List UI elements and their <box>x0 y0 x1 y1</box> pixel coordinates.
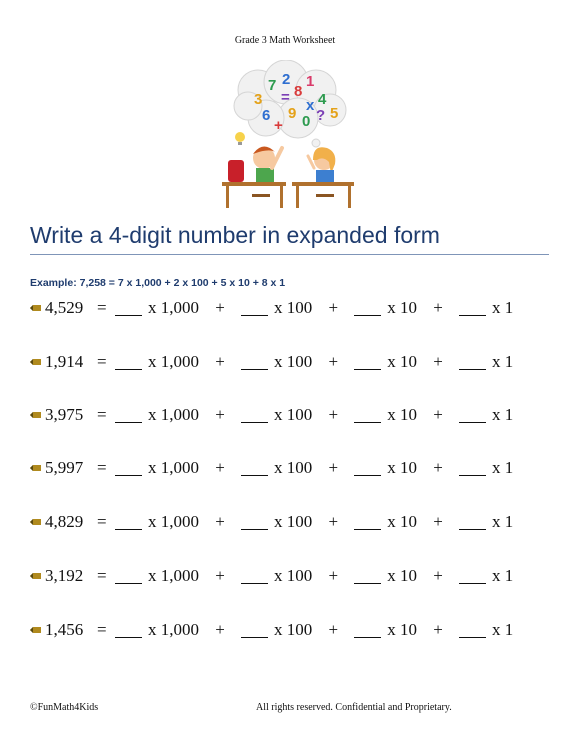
ones-label: x 1 <box>492 458 514 477</box>
plus-sign: + <box>433 298 443 317</box>
tens-label: x 10 <box>387 566 417 585</box>
equals-sign: = <box>97 458 107 477</box>
ones-label: x 1 <box>492 352 514 371</box>
thousands-label: x 1,000 <box>148 352 199 371</box>
pencil-icon <box>30 410 42 420</box>
plus-sign: + <box>328 620 339 639</box>
problem-row <box>30 293 560 323</box>
hundreds-blank[interactable] <box>241 355 268 370</box>
tens-blank[interactable] <box>354 623 381 638</box>
hundreds-label: x 100 <box>274 512 313 531</box>
tens-blank[interactable] <box>354 569 381 584</box>
thousands-blank[interactable] <box>115 355 142 370</box>
tens-blank[interactable] <box>354 461 381 476</box>
plus-sign: + <box>328 458 339 477</box>
equals-sign: = <box>97 566 107 585</box>
problem-number: 4,529 <box>45 298 84 317</box>
tens-blank[interactable] <box>354 408 381 423</box>
hundreds-label: x 100 <box>274 405 313 424</box>
thousands-label: x 1,000 <box>148 458 199 477</box>
problem-number: 5,997 <box>45 458 84 477</box>
cloud-digit: 8 <box>294 83 303 100</box>
plus-sign: + <box>215 298 225 317</box>
ones-label: x 1 <box>492 405 514 424</box>
ones-blank[interactable] <box>459 515 486 530</box>
problem-row <box>30 507 560 537</box>
problem-number: 4,829 <box>45 512 84 531</box>
cloud-digit: 7 <box>268 77 277 94</box>
ones-label: x 1 <box>492 620 514 639</box>
tens-label: x 10 <box>387 620 417 639</box>
thousands-label: x 1,000 <box>148 566 199 585</box>
plus-sign: + <box>215 512 225 531</box>
hundreds-blank[interactable] <box>241 408 268 423</box>
worksheet-header: Grade 3 Math Worksheet <box>234 35 336 46</box>
ones-blank[interactable] <box>459 355 486 370</box>
ones-label: x 1 <box>492 298 514 317</box>
equals-sign: = <box>97 405 107 424</box>
plus-sign: + <box>328 405 339 424</box>
thousands-label: x 1,000 <box>148 298 199 317</box>
equals-sign: = <box>97 512 107 531</box>
pencil-icon <box>30 463 42 473</box>
plus-sign: + <box>433 352 443 371</box>
tens-label: x 10 <box>387 352 417 371</box>
plus-sign: + <box>215 352 225 371</box>
plus-sign: + <box>433 405 443 424</box>
equals-sign: = <box>97 298 107 317</box>
cloud-digit: 0 <box>302 113 311 130</box>
plus-sign: + <box>215 458 225 477</box>
pencil-icon <box>30 625 42 635</box>
plus-sign: + <box>215 566 225 585</box>
thousands-label: x 1,000 <box>148 405 199 424</box>
hundreds-label: x 100 <box>274 458 313 477</box>
cloud-digit: + <box>274 117 283 134</box>
ones-label: x 1 <box>492 512 514 531</box>
equals-sign: = <box>97 620 107 639</box>
plus-sign: + <box>215 405 225 424</box>
tens-label: x 10 <box>387 405 417 424</box>
plus-sign: + <box>433 620 443 639</box>
hundreds-blank[interactable] <box>241 301 268 316</box>
kids-thinking-illustration <box>218 60 356 210</box>
problem-number: 1,456 <box>45 620 84 639</box>
plus-sign: + <box>433 512 443 531</box>
equals-sign: = <box>97 352 107 371</box>
pencil-icon <box>30 517 42 527</box>
example-line: Example: 7,258 = 7 x 1,000 + 2 x 100 + 5 x 10 + 8 x 1 <box>30 277 286 289</box>
ones-blank[interactable] <box>459 301 486 316</box>
cloud-digit: = <box>281 89 290 106</box>
hundreds-label: x 100 <box>274 298 313 317</box>
title-divider <box>30 254 549 255</box>
thousands-blank[interactable] <box>115 623 142 638</box>
cloud-digit: x <box>306 97 315 114</box>
cloud-digit: ? <box>316 107 326 124</box>
problem-row <box>30 453 560 483</box>
problem-row <box>30 400 560 430</box>
boy-figure <box>228 146 282 184</box>
plus-sign: + <box>328 352 339 371</box>
cloud-digit: 5 <box>330 105 339 122</box>
thousands-blank[interactable] <box>115 301 142 316</box>
cloud-digit: 2 <box>282 71 291 88</box>
hundreds-label: x 100 <box>274 566 313 585</box>
thousands-label: x 1,000 <box>148 620 199 639</box>
hundreds-label: x 100 <box>274 352 313 371</box>
tens-label: x 10 <box>387 512 417 531</box>
cloud-digit: 1 <box>306 73 315 90</box>
plus-sign: + <box>215 620 225 639</box>
cloud-digit: 6 <box>262 107 271 124</box>
page-title: Write a 4-digit number in expanded form <box>30 222 440 248</box>
pencil-icon <box>30 357 42 367</box>
girl-figure <box>308 147 335 184</box>
thousands-blank[interactable] <box>115 569 142 584</box>
hundreds-blank[interactable] <box>241 515 268 530</box>
plus-sign: + <box>433 566 443 585</box>
plus-sign: + <box>328 566 339 585</box>
rights-notice: All rights reserved. Confidential and Proprietary. <box>256 702 452 713</box>
ones-blank[interactable] <box>459 461 486 476</box>
tens-label: x 10 <box>387 458 417 477</box>
problem-row <box>30 615 560 645</box>
problem-number: 1,914 <box>45 352 84 371</box>
tens-blank[interactable] <box>354 301 381 316</box>
pencil-icon <box>30 571 42 581</box>
ones-blank[interactable] <box>459 623 486 638</box>
plus-sign: + <box>328 298 339 317</box>
hundreds-blank[interactable] <box>241 461 268 476</box>
thousands-blank[interactable] <box>115 515 142 530</box>
hundreds-blank[interactable] <box>241 623 268 638</box>
hundreds-blank[interactable] <box>241 569 268 584</box>
cloud-digit: 3 <box>254 91 263 108</box>
cloud-digit: 9 <box>288 105 297 122</box>
tens-blank[interactable] <box>354 515 381 530</box>
pencil-icon <box>30 303 42 313</box>
tens-label: x 10 <box>387 298 417 317</box>
plus-sign: + <box>433 458 443 477</box>
plus-sign: + <box>328 512 339 531</box>
tens-blank[interactable] <box>354 355 381 370</box>
cloud-digit: 4 <box>318 91 327 108</box>
hundreds-label: x 100 <box>274 620 313 639</box>
thousands-blank[interactable] <box>115 408 142 423</box>
lightbulb-icon <box>235 132 245 145</box>
ones-blank[interactable] <box>459 569 486 584</box>
ones-label: x 1 <box>492 566 514 585</box>
problem-row <box>30 561 560 591</box>
copyright-text: ©FunMath4Kids <box>30 702 99 713</box>
problem-row <box>30 347 560 377</box>
ones-blank[interactable] <box>459 408 486 423</box>
problem-number: 3,975 <box>45 405 84 424</box>
problem-number: 3,192 <box>45 566 84 585</box>
thousands-blank[interactable] <box>115 461 142 476</box>
thousands-label: x 1,000 <box>148 512 199 531</box>
